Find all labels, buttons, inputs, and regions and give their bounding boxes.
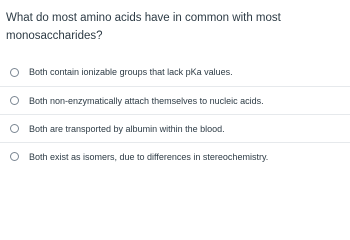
answer-option-1[interactable] xyxy=(0,58,350,86)
answer-option-2[interactable] xyxy=(0,86,350,114)
answer-option-4[interactable] xyxy=(0,142,350,170)
answer-label: Both exist as isomers, due to differences in stereochemistry. xyxy=(29,151,269,162)
radio-button-4[interactable] xyxy=(10,152,19,161)
radio-button-3[interactable] xyxy=(10,124,19,133)
radio-button-1[interactable] xyxy=(10,68,19,77)
answer-list xyxy=(0,58,350,170)
question-text: What do most amino acids have in common with most monosaccharides? xyxy=(6,12,281,42)
answer-label: Both contain ionizable groups that lack pKa values. xyxy=(29,67,233,77)
answer-label: Both are transported by albumin within the blood. xyxy=(29,123,225,134)
radio-button-2[interactable] xyxy=(10,96,19,105)
answer-option-3[interactable] xyxy=(0,114,350,142)
answer-label: Both non-enzymatically attach themselves to nucleic acids. xyxy=(29,95,264,106)
